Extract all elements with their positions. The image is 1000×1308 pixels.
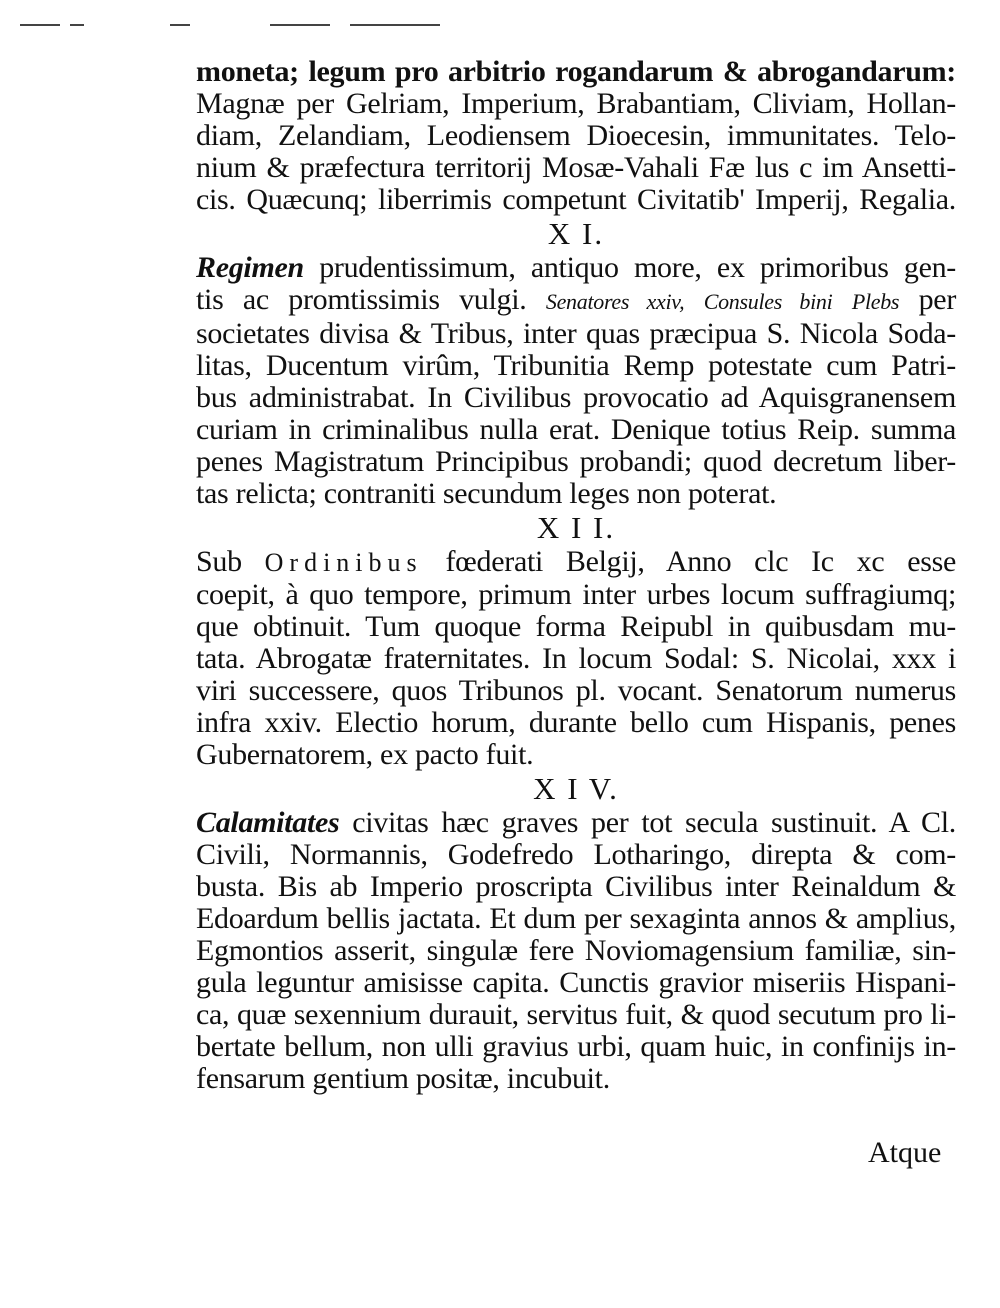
text-line: cis. Quæcunq; liberrimis competunt Civitatib' Imperij, Regalia. [196,183,956,216]
text-line: Egmontios asserit, singulæ fere Noviomagensium familiæ, sin- [196,934,956,967]
scan-artifact-marks [20,18,440,38]
text-line: fensarum gentium positæ, incubuit. [196,1062,610,1095]
text-line: tata. Abrogatæ fraternitates. In locum Sodal: S. Nicolai, xxx i [196,642,956,675]
text-line: moneta; legum pro arbitrio rogandarum & abrogandarum: [196,55,956,88]
text-run: fœderati Belgij, Anno clc Ic xc esse [422,545,956,578]
text-line: penes Magistratum Principibus probandi; quod decretum liber- [196,445,956,478]
text-line [196,252,956,284]
text-run: prudentissimum, antiquo more, ex primoribus gen- [303,251,956,284]
text-line: litas, Ducentum virûm, Tribunitia Remp potestate cum Patri- [196,349,956,382]
text-line: bus administrabat. In Civilibus provocatio ad Aquisgranensem [196,381,956,414]
text-line: Civili, Normannis, Godefredo Lotharingo, direpta & com- [196,838,956,871]
text-line [196,546,956,579]
section-lead-word: Calamitates [196,806,340,839]
text-line: Gubernatorem, ex pacto fuit. [196,738,534,771]
section-heading-xi: X I. [547,216,605,251]
section-heading-xii: X I I. [536,510,616,545]
text-line: coepit, à quo tempore, primum inter urbes locum suffragiumq; [196,578,956,611]
text-line: que obtinuit. Tum quoque forma Reipubl in quibusdam mu- [196,610,956,643]
text-line: Edoardum bellis jactata. Et dum per sexaginta annos & amplius, [196,902,956,935]
text-run-italic: Consules bini [703,289,833,314]
text-line: tas relicta; contraniti secundum leges non poterat. [196,477,777,510]
text-line: curiam in criminalibus nulla erat. Denique totius Reip. summa [196,413,956,446]
text-run-italic: Senatores xxiv, [545,289,685,314]
text-line: bertate bellum, non ulli gravius urbi, quam huic, in confinijs in- [196,1030,956,1063]
text-run: tis ac promtissimis vulgi. [196,283,527,316]
text-line: viri successere, quos Tribunos pl. vocant. Senatorum numerus [196,674,956,707]
section-heading-xiv: X I V. [533,771,619,806]
catchword: Atque [868,1136,942,1169]
text-line: busta. Bis ab Imperio proscripta Civilibus inter Reinaldum & [196,870,956,903]
text-run-italic: Plebs [851,289,900,314]
text-line: Magnæ per Gelriam, Imperium, Brabantiam, Cliviam, Hollan- [196,87,956,120]
text-line: societates divisa & Tribus, inter quas præcipua S. Nicola Soda- [196,317,956,350]
text-run: Sub [196,545,265,578]
main-text [196,56,956,1095]
text-run: per [899,283,957,316]
section-lead-word: Regimen [196,251,304,284]
text-line: gula leguntur amisisse capita. Cunctis gravior miseriis Hispani- [196,966,956,999]
text-line [196,807,956,839]
text-line: nium & præfectura territorij Mosæ-Vahali Fæ lus c im Ansetti- [196,151,956,184]
text-line: infra xxiv. Electio horum, durante bello cum Hispanis, penes [196,706,956,739]
text-run: civitas hæc graves per tot secula sustinuit. A Cl. [339,806,956,839]
text-line [196,284,956,318]
small-caps-word: Ordinibus [264,548,423,577]
text-line: ca, quæ sexennium durauit, servitus fuit, & quod secutum pro li- [196,998,956,1031]
text-line: diam, Zelandiam, Leodiensem Dioecesin, immunitates. Telo- [196,119,956,152]
